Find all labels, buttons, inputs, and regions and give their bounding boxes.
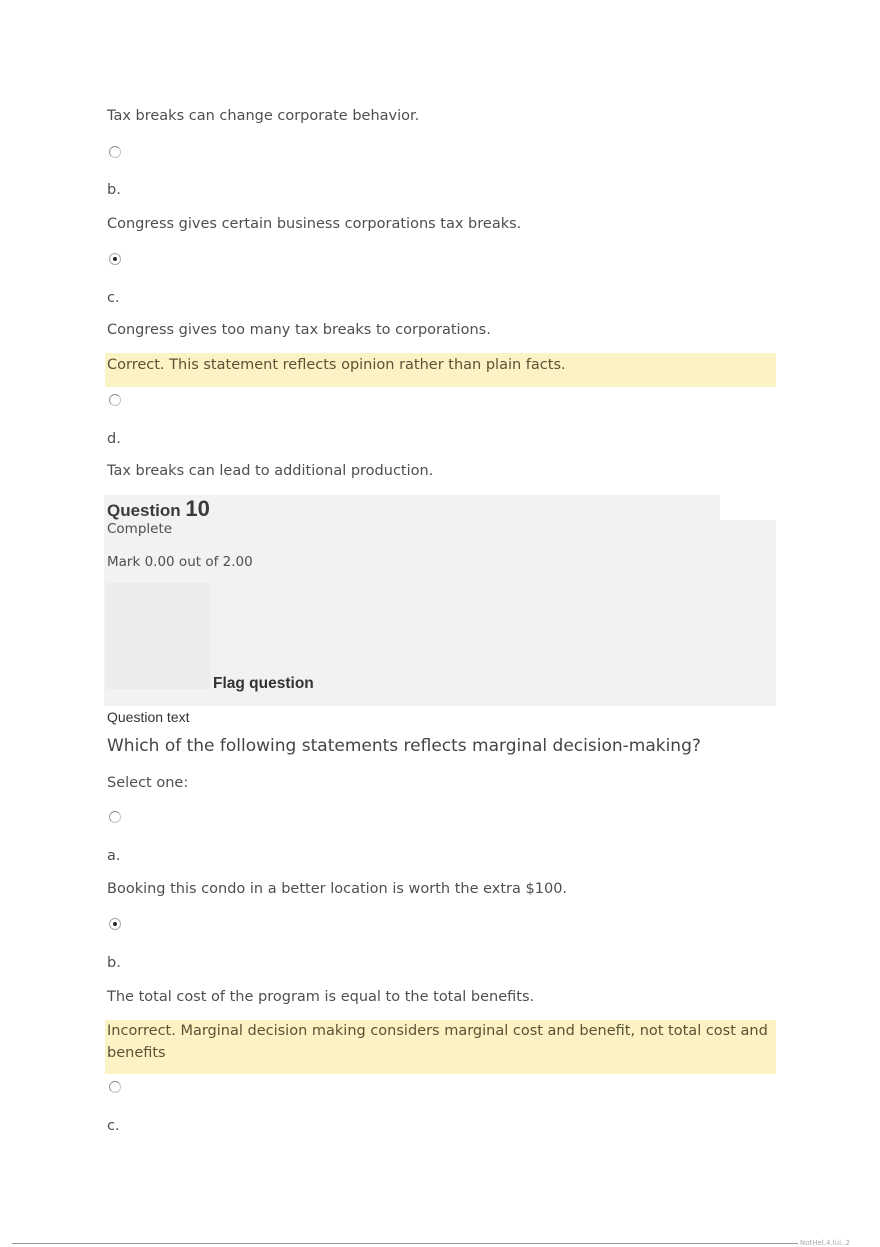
question-title (107, 496, 210, 524)
q10-option-b-feedback-line2: benefits (107, 1045, 166, 1061)
q10-option-b-label: b. (107, 955, 121, 971)
q10-option-a-radio[interactable] (109, 811, 121, 823)
question-status: Complete (107, 521, 173, 537)
question-title-word: Question (107, 501, 181, 520)
q10-option-b-feedback (105, 1020, 776, 1074)
footer-divider (12, 1243, 798, 1244)
q10-option-c-label: c. (107, 1118, 120, 1134)
footer-text: NotHel.4.lul..2 (800, 1239, 850, 1247)
q10-option-b-text: The total cost of the program is equal to the total benefits. (107, 989, 535, 1005)
option-d-text: Tax breaks can lead to additional production. (107, 463, 434, 479)
option-c-feedback-text: Correct. This statement reflects opinion rather than plain facts. (107, 357, 566, 373)
question-text-label: Question text (107, 709, 190, 725)
option-b-text: Congress gives certain business corporations tax breaks. (107, 216, 522, 232)
option-c-radio[interactable] (109, 253, 121, 265)
flag-question-link[interactable]: Flag question (213, 675, 314, 692)
q10-option-b-radio[interactable] (109, 918, 121, 930)
q10-option-b-feedback-line1: Incorrect. Marginal decision making considers marginal cost and benefit, not total cost and (107, 1023, 768, 1039)
option-b-label: b. (107, 182, 121, 198)
option-d-label: d. (107, 431, 121, 447)
option-c-label: c. (107, 290, 120, 306)
question-number: 10 (185, 496, 210, 521)
q10-option-a-label: a. (107, 848, 121, 864)
flag-icon-area (106, 583, 210, 689)
option-c-text: Congress gives too many tax breaks to corporations. (107, 322, 491, 338)
q10-option-c-radio[interactable] (109, 1081, 121, 1093)
question-prompt: Which of the following statements reflects marginal decision-making? (107, 736, 701, 756)
question-mark: Mark 0.00 out of 2.00 (107, 554, 253, 570)
option-d-radio[interactable] (109, 394, 121, 406)
option-c-feedback (105, 353, 776, 387)
option-b-radio[interactable] (109, 146, 121, 158)
q10-option-a-text: Booking this condo in a better location is worth the extra $100. (107, 881, 568, 897)
option-a-text: Tax breaks can change corporate behavior. (107, 108, 420, 124)
select-one-label: Select one: (107, 775, 189, 791)
